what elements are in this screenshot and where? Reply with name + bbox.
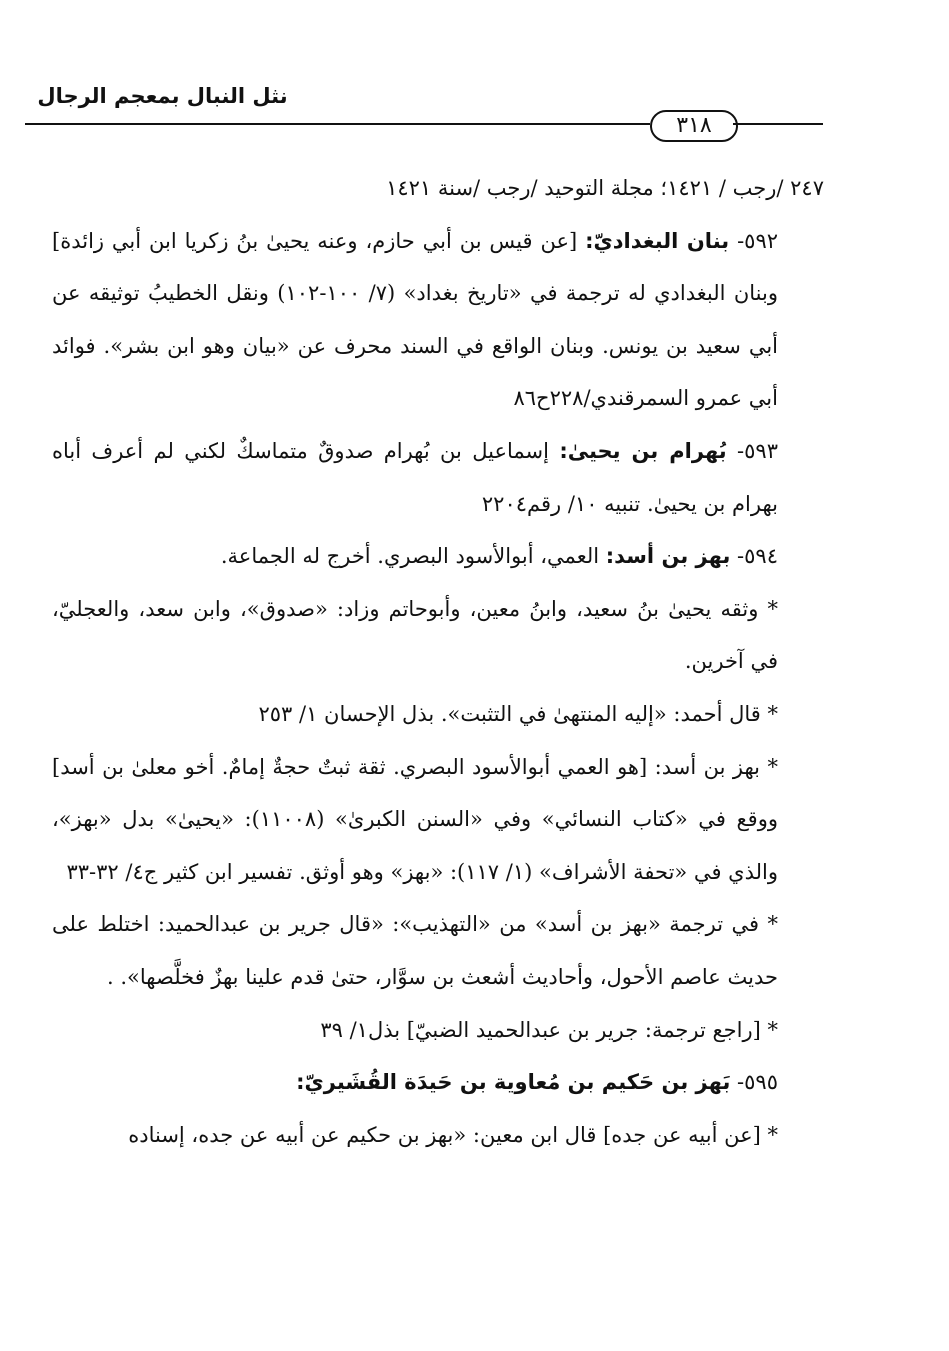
note-paragraph: * قال أحمد: «إليه المنتهىٰ في التثبت». بذل الإحسان ١/ ٢٥٣ [258,701,778,726]
entry-592 [52,215,824,425]
note-paragraph: * [راجع ترجمة: جرير بن عبدالحميد الضبيّ] بذل١/ ٣٩ [320,1017,778,1042]
page-number: ٣١٨ [650,110,738,142]
entry-594 [52,530,824,583]
entry-number: ٥٩٢- [737,228,779,253]
running-title: نثل النبال بمعجم الرجال [37,84,288,108]
entry-text: [عن قيس بن أبي حازم، وعنه يحيىٰ بنُ زكريا ابن أبي زائدة] وبنان البغدادي له ترجمة في «تاريخ بغداد» (٧/ ١٠٠-١٠٢) ونقل الخطيبُ توثيقه عن أبي سعيد بن يونس. وبنان الواقع في السند محرف عن «بيان وهو ابن بشر». فوائد أبي عمرو السمرقندي/٢٢٨ح٨٦ [52,228,778,411]
entry-name: بَهز بن حَكيم بن مُعاوية بن حَيدَة القُشَيريّ: [296,1070,731,1095]
page-body [52,162,824,1161]
entry-number: ٥٩٤- [737,544,778,569]
header-rule [733,123,823,125]
entry-595 [52,1056,824,1109]
header-rule [25,123,650,125]
note-paragraph: * بهز بن أسد: [هو العمي أبوالأسود البصري. ثقة ثبتٌ حجةٌ إمامٌ. أخو معلىٰ بن أسد] ووقع في «كتاب النسائي» وفي «السنن الكبرىٰ» (١١٠٠٨): «يحيىٰ» بدل «بهز»، والذي في «تحفة الأشراف» (١/ ١١٧): «بهز» وهو أوثق. تفسير ابن كثير ج٤/ ٣٢-٣٣ [52,754,778,884]
entry-text: إسماعيل بن بُهرام صدوقٌ متماسكٌ لكني لم أعرف أباه بهرام بن يحيىٰ. تنبيه ١٠/ رقم٢٢٠٤ [52,438,778,516]
entry-name: بنان البغداديّ: [585,228,730,253]
entry-name: بهز بن أسد: [605,544,731,569]
note-paragraph: * في ترجمة «بهز بن أسد» من «التهذيب»: «قال جرير بن عبدالحميد: اختلط على حديث عاصم الأحول، وأحاديث أشعث بن سوَّار، حتىٰ قدم علينا بهزٌ فخلَّصها». . [52,912,778,989]
entry-name: بُهرام بن يحيىٰ: [559,438,727,463]
entry-593 [52,425,824,530]
entry-number: ٥٩٥- [737,1070,778,1095]
note-paragraph: * [عن أبيه عن جده] قال ابن معين: «بهز بن حكيم عن أبيه عن جده، إسناده [128,1122,778,1147]
note-paragraph: * وثقه يحيىٰ بنُ سعيد، وابنُ معين، وأبوحاتم وزاد: «صدوق»، وابن سعد، والعجليّ، في آخرين. [52,596,778,674]
entry-text: العمي، أبوالأسود البصري. أخرج له الجماعة. [220,544,606,569]
continuation-line: ٢٤٧ /رجب / ١٤٢١؛ مجلة التوحيد /رجب /سنة ١٤٢١ [386,176,824,200]
entry-number: ٥٩٣- [737,438,778,463]
